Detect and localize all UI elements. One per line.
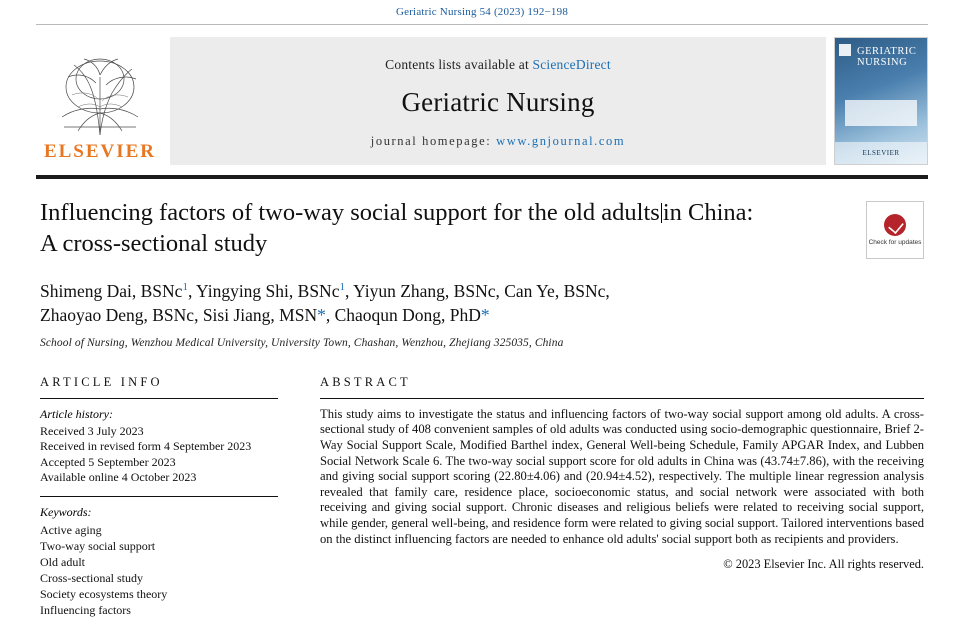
- article-info-divider: [40, 398, 278, 399]
- keyword-item: Cross-sectional study: [40, 570, 143, 585]
- abstract-text: This study aims to investigate the status and influencing factors of two-way social support among old adults. A cross-sectional study of 408 convenient samples of old adults was conducted using socio-demographic questionnaire, Brief 2-Way Social Support Scale, Modified Barthel index, General Well-being Schedule, Family APGAR Index, and Lubben Social Network Scale 6. The two-way social support score for old adults in China was (43.74±7.86), with the receiving and giving social support scoring (22.80±4.06) and (20.94±4.52), respectively. The multiple linear regression analysis revealed that family care, residence place, socioeconomic status, and social network were associated with both receiving and giving social support. Chronic diseases and religious beliefs were related to receiving social support, while gender, general well-being, and residence form were related to giving social support. Tailored interventions based on the distinct influencing factors are needed to enhance old adults' social support both as recipients and providers.: [320, 406, 924, 546]
- journal-title: Geriatric Nursing: [401, 87, 595, 117]
- history-item: Available online 4 October 2023: [40, 470, 197, 485]
- text-caret: [661, 203, 662, 223]
- contents-prefix: Contents lists available at: [385, 57, 533, 72]
- author-list: Shimeng Dai, BSNc$^1$, Yingying Shi, BSNc$^1$, Yiyun Zhang, BSNc, Can Ye, BSNc, Zhaoyao Deng, BSNc, Sisi Jiang, MSN*, Chaoqun Dong, PhD*: [40, 280, 610, 325]
- keyword-item: Society ecosystems theory: [40, 586, 168, 601]
- keyword-item: Old adult: [40, 554, 85, 569]
- sciencedirect-link[interactable]: ScienceDirect: [532, 57, 611, 72]
- history-item: Accepted 5 September 2023: [40, 454, 176, 469]
- history-item: Received in revised form 4 September 2023: [40, 439, 252, 454]
- cover-footer: ELSEVIER: [835, 142, 927, 164]
- article-title-line1-end: in China:: [662, 199, 754, 226]
- info-abstract-columns: [40, 375, 924, 618]
- keyword-item: Influencing factors: [40, 602, 131, 617]
- running-head: Geriatric Nursing 54 (2023) 192−198: [395, 6, 569, 18]
- abstract-column: [320, 375, 924, 618]
- elsevier-logo: [36, 37, 164, 165]
- article-history-label: Article history:: [40, 406, 113, 421]
- affiliation: School of Nursing, Wenzhou Medical University, University Town, Chashan, Wenzhou, Zhejiang 325035, China: [40, 336, 564, 349]
- keyword-item: Two-way social support: [40, 538, 156, 553]
- article-title-line2: A cross-sectional study: [40, 230, 268, 257]
- article-info-column: [40, 375, 278, 618]
- copyright-line: © 2023 Elsevier Inc. All rights reserved.: [723, 557, 924, 572]
- keyword-item: Active aging: [40, 522, 102, 537]
- crossmark-icon: [884, 214, 906, 236]
- article-info-heading: ARTICLE INFO: [40, 374, 163, 389]
- page-title: [40, 197, 830, 259]
- keywords-label: Keywords:: [40, 504, 92, 519]
- masthead-bottom-rule: [36, 175, 928, 179]
- crossmark-badge[interactable]: [866, 201, 924, 259]
- keywords-divider: [40, 496, 278, 497]
- cover-logo-icon: [839, 44, 851, 56]
- elsevier-wordmark: ELSEVIER: [43, 141, 157, 162]
- homepage-link[interactable]: www.gnjournal.com: [496, 134, 626, 148]
- cover-title: GERIATRIC NURSING: [857, 46, 917, 68]
- journal-homepage: [371, 134, 625, 149]
- title-block: [40, 197, 924, 259]
- journal-cover-image: [834, 37, 928, 165]
- crossmark-label: Check for updates: [868, 238, 922, 246]
- cover-white-band: [845, 100, 917, 126]
- homepage-prefix: journal homepage:: [370, 134, 497, 148]
- history-item: Received 3 July 2023: [40, 423, 144, 438]
- header-divider: [36, 24, 928, 25]
- journal-masthead: [36, 37, 928, 165]
- article-title-line1: Influencing factors of two-way social support for the old adults: [40, 199, 660, 226]
- journal-band: [170, 37, 826, 165]
- elsevier-tree-icon: [48, 43, 152, 139]
- contents-line: [385, 57, 611, 73]
- abstract-divider: [320, 398, 924, 399]
- abstract-heading: ABSTRACT: [320, 374, 411, 389]
